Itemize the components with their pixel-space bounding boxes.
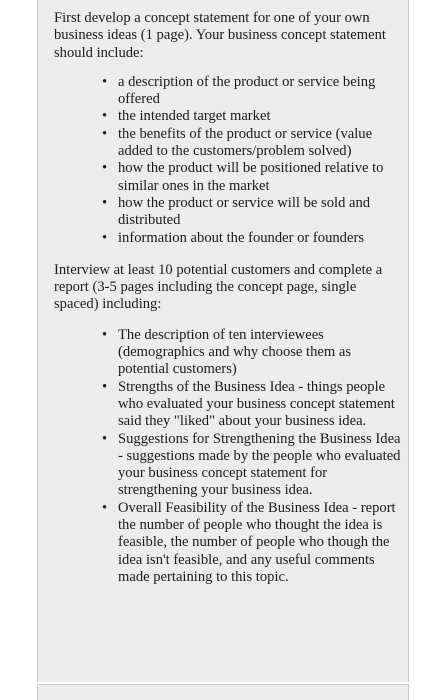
bullet-icon: •: [102, 194, 108, 211]
bullet-icon: •: [102, 73, 108, 90]
bullet-icon: •: [102, 378, 108, 395]
interview-intro: Interview at least 10 potential customers and complete a report (3-5 pages including the concept page, single spaced) including:: [54, 261, 383, 313]
list-item-text: how the product or service will be sold and distributed: [118, 194, 371, 229]
list-item: [54, 500, 402, 586]
list-item-text: Strengths of the Business Idea - things people who evaluated your business concept statement said they "liked" about your business idea.: [118, 378, 395, 430]
assignment-text: [54, 10, 402, 586]
list-item: [54, 379, 402, 431]
bullet-icon: •: [102, 125, 108, 142]
bullet-icon: •: [102, 326, 108, 343]
list-item: [54, 195, 402, 230]
list-item-text: a description of the product or service being offered: [118, 73, 376, 108]
list-item-text: the intended target market: [118, 108, 271, 125]
bullet-icon: •: [102, 108, 108, 125]
list-item: [54, 126, 402, 161]
concept-intro: First develop a concept statement for one of your own business ideas (1 page). Your business concept statement should include:: [54, 10, 386, 61]
list-item: [54, 327, 402, 379]
list-item: [54, 108, 402, 125]
list-item-text: The description of ten interviewees (demographics and why choose them as potential customers): [118, 326, 352, 378]
bullet-icon: •: [102, 160, 108, 177]
report-requirements-list: [54, 327, 402, 586]
list-item-text: the benefits of the product or service (value added to the customers/problem solved): [118, 125, 373, 160]
list-item-text: information about the founder or founders: [118, 229, 364, 246]
concept-requirements-list: [54, 74, 402, 247]
list-item-text: Suggestions for Strengthening the Business Idea - suggestions made by the people who evaluated your business concept statement for strengthening your business idea.: [118, 430, 401, 499]
next-panel-edge: [37, 684, 409, 700]
list-item: [54, 431, 402, 500]
list-item-text: how the product will be positioned relative to similar ones in the market: [118, 160, 384, 194]
bullet-icon: •: [102, 430, 108, 447]
bullet-icon: •: [102, 229, 108, 246]
bullet-icon: •: [102, 499, 108, 516]
list-item: [54, 230, 402, 247]
list-item: [54, 74, 402, 109]
list-item-text: Overall Feasibility of the Business Idea - report the number of people who thought the idea is feasible, the number of people who though the idea isn't feasible, and any useful comments made pertaining to this topic.: [118, 499, 396, 585]
list-item: [54, 160, 402, 195]
